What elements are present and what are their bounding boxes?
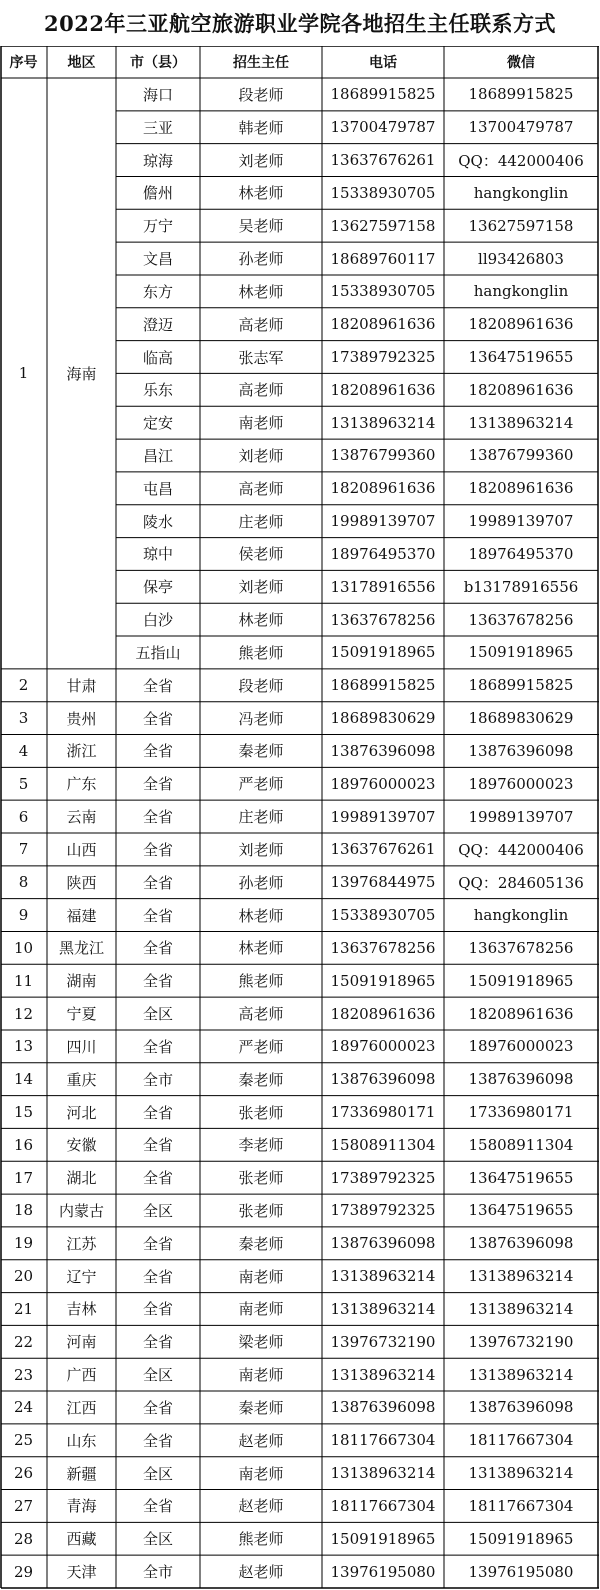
- row-region: 山西: [66, 840, 97, 859]
- director-cell: 侯老师: [238, 545, 284, 564]
- director-cell: 韩老师: [238, 118, 284, 137]
- row-region: 四川: [66, 1037, 97, 1056]
- city-cell: 全区: [142, 1530, 173, 1549]
- wechat-cell: ll93426803: [478, 249, 564, 268]
- director-cell: 冯老师: [238, 709, 284, 728]
- city-cell: 全市: [142, 1563, 173, 1582]
- director-cell: 孙老师: [238, 250, 284, 269]
- city-cell: 儋州: [142, 184, 173, 203]
- row-index: 6: [18, 807, 29, 826]
- wechat-cell: 13627597158: [468, 216, 574, 235]
- city-cell: 全省: [142, 1037, 173, 1056]
- wechat-cell: 15808911304: [468, 1135, 574, 1154]
- city-cell: 全省: [142, 1103, 173, 1122]
- row-index: 15: [13, 1103, 34, 1121]
- phone-cell: 13138963214: [330, 413, 436, 432]
- phone-cell: 15338930705: [330, 183, 436, 202]
- director-cell: 秦老师: [238, 1398, 284, 1417]
- phone-cell: 13876396098: [330, 741, 436, 760]
- director-cell: 赵老师: [238, 1497, 284, 1516]
- header-wechat: 微信: [507, 55, 535, 71]
- director-cell: 张老师: [238, 1169, 284, 1188]
- director-cell: 南老师: [238, 1464, 284, 1483]
- wechat-cell: b13178916556: [463, 577, 579, 596]
- director-cell: 庄老师: [238, 512, 284, 531]
- city-cell: 三亚: [142, 118, 173, 137]
- row-region: 内蒙古: [58, 1201, 104, 1220]
- city-cell: 全区: [142, 1366, 173, 1385]
- wechat-cell: 18689915825: [468, 676, 574, 695]
- city-cell: 全省: [142, 873, 173, 892]
- wechat-cell: 13138963214: [468, 1299, 574, 1318]
- city-cell: 乐东: [142, 381, 173, 400]
- phone-cell: 18117667304: [330, 1431, 436, 1450]
- row-index: 2: [18, 676, 29, 695]
- city-cell: 全省: [142, 840, 173, 859]
- wechat-cell: 13647519655: [468, 1168, 574, 1187]
- director-cell: 段老师: [238, 85, 284, 104]
- row-region: 福建: [66, 906, 97, 925]
- wechat-cell: 18208961636: [468, 1004, 574, 1023]
- wechat-cell: 13876396098: [468, 1234, 574, 1253]
- director-cell: 南老师: [238, 1366, 284, 1385]
- city-cell: 东方: [142, 282, 173, 301]
- wechat-cell: 13637678256: [468, 610, 574, 629]
- phone-cell: 18208961636: [330, 1004, 436, 1023]
- row-region: 山东: [66, 1431, 97, 1450]
- row-index: 18: [13, 1201, 34, 1220]
- director-cell: 段老师: [238, 676, 284, 695]
- director-cell: 林老师: [238, 282, 284, 301]
- row-region: 广西: [66, 1366, 97, 1385]
- wechat-cell: 18208961636: [468, 315, 574, 334]
- wechat-cell: 18689830629: [468, 709, 574, 728]
- phone-cell: 13637676261: [330, 840, 436, 859]
- director-cell: 南老师: [238, 1300, 284, 1319]
- city-cell: 全省: [142, 709, 173, 728]
- row-region: 吉林: [66, 1300, 97, 1319]
- wechat-cell: 13138963214: [468, 1365, 574, 1384]
- city-cell: 全省: [142, 742, 173, 761]
- wechat-cell: 18976000023: [468, 1037, 574, 1056]
- row-region: 重庆: [66, 1070, 97, 1089]
- phone-cell: 15338930705: [330, 282, 436, 301]
- wechat-cell: 13700479787: [468, 118, 574, 137]
- wechat-cell: 13876799360: [468, 446, 574, 465]
- director-cell: 高老师: [238, 479, 284, 498]
- row-index: 17: [13, 1168, 34, 1187]
- row-region: 江西: [66, 1398, 97, 1417]
- row-index: 13: [13, 1037, 34, 1056]
- row-index: 10: [13, 938, 34, 957]
- row-region: 陕西: [66, 873, 97, 892]
- header-index: 序号: [9, 55, 38, 71]
- phone-cell: 13138963214: [330, 1267, 436, 1286]
- city-cell: 保亭: [142, 578, 173, 597]
- city-cell: 昌江: [142, 446, 173, 465]
- phone-cell: 13627597158: [330, 216, 436, 235]
- city-cell: 全省: [142, 1431, 173, 1450]
- director-cell: 严老师: [238, 1037, 284, 1056]
- wechat-cell: 17336980171: [468, 1103, 574, 1121]
- row-index: 1: [18, 364, 29, 383]
- row-index: 26: [13, 1464, 34, 1483]
- director-cell: 刘老师: [238, 446, 284, 465]
- phone-cell: 18689915825: [330, 85, 436, 104]
- city-cell: 全省: [142, 808, 173, 827]
- director-cell: 秦老师: [238, 1070, 284, 1089]
- phone-cell: 19989139707: [330, 512, 436, 531]
- director-cell: 张老师: [238, 1201, 284, 1220]
- wechat-cell: 13976195080: [468, 1562, 574, 1581]
- city-cell: 全省: [142, 1300, 173, 1319]
- phone-cell: 19989139707: [330, 807, 436, 826]
- header-phone: 电话: [369, 55, 397, 71]
- director-cell: 庄老师: [238, 808, 284, 827]
- director-cell: 张志军: [238, 348, 284, 367]
- director-cell: 熊老师: [238, 1530, 284, 1549]
- row-index: 9: [18, 906, 29, 925]
- row-region: 甘肃: [66, 676, 97, 695]
- director-cell: 南老师: [238, 1267, 284, 1286]
- row-region: 宁夏: [66, 1005, 97, 1024]
- wechat-cell: 13647519655: [468, 1201, 574, 1220]
- row-index: 14: [13, 1070, 34, 1089]
- wechat-cell: 13876396098: [468, 1398, 574, 1417]
- wechat-cell: QQ：442000406: [458, 840, 584, 859]
- row-region: 青海: [66, 1497, 97, 1516]
- wechat-cell: hangkonglin: [473, 282, 569, 301]
- wechat-cell: 18976000023: [468, 774, 574, 793]
- city-cell: 屯昌: [142, 479, 173, 498]
- wechat-cell: 13138963214: [468, 1267, 574, 1286]
- wechat-cell: 13138963214: [468, 413, 574, 432]
- director-cell: 刘老师: [238, 151, 284, 170]
- row-index: 23: [13, 1365, 34, 1384]
- row-region: 浙江: [66, 742, 97, 761]
- wechat-cell: hangkonglin: [473, 906, 569, 925]
- phone-cell: 13637676261: [330, 151, 436, 170]
- wechat-cell: hangkonglin: [473, 183, 569, 202]
- phone-cell: 18976000023: [330, 1037, 436, 1056]
- row-region: 辽宁: [66, 1267, 97, 1286]
- city-cell: 全省: [142, 1267, 173, 1286]
- phone-cell: 13876799360: [330, 446, 436, 465]
- city-cell: 全区: [142, 1005, 173, 1024]
- row-region: 安徽: [66, 1136, 97, 1155]
- city-cell: 文昌: [142, 250, 173, 269]
- city-cell: 全省: [142, 1398, 173, 1417]
- row-region: 天津: [66, 1563, 97, 1582]
- contact-table: [0, 46, 600, 1590]
- director-cell: 严老师: [238, 775, 284, 794]
- phone-cell: 13976732190: [330, 1332, 436, 1351]
- phone-cell: 18208961636: [330, 479, 436, 498]
- city-cell: 全省: [142, 775, 173, 794]
- director-cell: 熊老师: [238, 972, 284, 991]
- city-cell: 全省: [142, 1169, 173, 1188]
- phone-cell: 13976844975: [330, 873, 436, 892]
- city-cell: 全省: [142, 1333, 173, 1352]
- director-cell: 高老师: [238, 381, 284, 400]
- wechat-cell: 13876396098: [468, 1070, 574, 1089]
- director-cell: 秦老师: [238, 742, 284, 761]
- phone-cell: 15338930705: [330, 906, 436, 925]
- director-cell: 李老师: [238, 1136, 284, 1155]
- wechat-cell: 13647519655: [468, 348, 574, 366]
- wechat-cell: 15091918965: [468, 971, 574, 990]
- wechat-cell: 15091918965: [468, 1529, 574, 1548]
- phone-cell: 13138963214: [330, 1365, 436, 1384]
- phone-cell: 18689760117: [330, 249, 436, 268]
- city-cell: 全省: [142, 1136, 173, 1155]
- row-index: 12: [13, 1004, 34, 1023]
- city-cell: 全市: [142, 1070, 173, 1089]
- director-cell: 林老师: [238, 611, 284, 630]
- row-index: 20: [13, 1267, 34, 1286]
- wechat-cell: 19989139707: [468, 807, 574, 826]
- director-cell: 吴老师: [238, 217, 284, 236]
- director-cell: 赵老师: [238, 1431, 284, 1450]
- wechat-cell: 18976495370: [468, 544, 574, 563]
- row-index: 25: [13, 1431, 34, 1450]
- header-city: 市（县）: [130, 55, 186, 71]
- wechat-cell: 18208961636: [468, 380, 574, 399]
- header-region: 地区: [67, 55, 96, 71]
- row-index: 28: [13, 1529, 34, 1548]
- city-cell: 澄迈: [142, 315, 173, 334]
- row-index: 5: [18, 774, 29, 793]
- row-index: 21: [13, 1299, 34, 1318]
- director-cell: 南老师: [238, 414, 284, 433]
- director-cell: 刘老师: [238, 840, 284, 859]
- city-cell: 全省: [142, 1234, 173, 1253]
- city-cell: 全省: [142, 972, 173, 991]
- header-director: 招生主任: [233, 55, 289, 71]
- wechat-cell: 13637678256: [468, 938, 574, 957]
- director-cell: 刘老师: [238, 578, 284, 597]
- phone-cell: 13138963214: [330, 1464, 436, 1483]
- director-cell: 高老师: [238, 315, 284, 334]
- phone-cell: 17389792325: [330, 348, 436, 366]
- city-cell: 五指山: [135, 643, 181, 662]
- phone-cell: 13876396098: [330, 1070, 436, 1089]
- phone-cell: 13876396098: [330, 1398, 436, 1417]
- wechat-cell: 18117667304: [468, 1496, 574, 1515]
- page-title: 2022年三亚航空旅游职业学院各地招生主任联系方式: [44, 11, 556, 36]
- city-cell: 临高: [142, 348, 173, 367]
- phone-cell: 13637678256: [330, 938, 436, 957]
- row-region: 海南: [66, 364, 97, 383]
- row-region: 湖北: [66, 1169, 97, 1188]
- phone-cell: 13876396098: [330, 1234, 436, 1253]
- city-cell: 万宁: [142, 217, 173, 236]
- row-index: 11: [13, 971, 34, 990]
- wechat-cell: 18117667304: [468, 1431, 574, 1450]
- wechat-cell: QQ：442000406: [458, 151, 584, 170]
- city-cell: 海口: [142, 85, 173, 104]
- row-index: 24: [13, 1398, 34, 1417]
- row-index: 27: [13, 1496, 34, 1515]
- city-cell: 全区: [142, 1201, 173, 1220]
- phone-cell: 15091918965: [330, 643, 436, 662]
- city-cell: 陵水: [142, 512, 173, 531]
- phone-cell: 13178916556: [330, 577, 436, 596]
- phone-cell: 18976495370: [330, 544, 436, 563]
- row-index: 8: [18, 873, 29, 892]
- director-cell: 高老师: [238, 1005, 284, 1024]
- director-cell: 孙老师: [238, 873, 284, 892]
- phone-cell: 13637678256: [330, 610, 436, 629]
- city-cell: 全省: [142, 676, 173, 695]
- row-index: 19: [13, 1234, 34, 1253]
- phone-cell: 18689830629: [330, 709, 436, 728]
- wechat-cell: QQ：284605136: [458, 873, 584, 892]
- phone-cell: 18208961636: [330, 315, 436, 334]
- row-region: 湖南: [66, 972, 97, 991]
- director-cell: 熊老师: [238, 643, 284, 662]
- row-index: 22: [13, 1332, 34, 1351]
- phone-cell: 18208961636: [330, 380, 436, 399]
- phone-cell: 18976000023: [330, 774, 436, 793]
- wechat-cell: 13138963214: [468, 1464, 574, 1483]
- phone-cell: 15808911304: [330, 1135, 436, 1154]
- row-region: 云南: [66, 808, 97, 827]
- wechat-cell: 18208961636: [468, 479, 574, 498]
- row-region: 黑龙江: [58, 939, 104, 958]
- row-region: 新疆: [66, 1464, 97, 1483]
- row-region: 河北: [66, 1103, 97, 1122]
- wechat-cell: 13876396098: [468, 741, 574, 760]
- row-index: 16: [13, 1135, 34, 1154]
- row-region: 江苏: [66, 1234, 97, 1253]
- director-cell: 梁老师: [238, 1333, 284, 1352]
- phone-cell: 15091918965: [330, 1529, 436, 1548]
- city-cell: 定安: [142, 414, 173, 433]
- phone-cell: 13976195080: [330, 1562, 436, 1581]
- city-cell: 琼海: [142, 151, 173, 170]
- city-cell: 白沙: [142, 611, 173, 630]
- wechat-cell: 19989139707: [468, 512, 574, 531]
- phone-cell: 13700479787: [330, 118, 436, 137]
- phone-cell: 18117667304: [330, 1496, 436, 1515]
- director-cell: 赵老师: [238, 1563, 284, 1582]
- phone-cell: 17336980171: [330, 1103, 436, 1121]
- row-index: 29: [13, 1562, 34, 1581]
- director-cell: 林老师: [238, 906, 284, 925]
- phone-cell: 17389792325: [330, 1201, 436, 1220]
- row-region: 西藏: [66, 1530, 97, 1549]
- director-cell: 林老师: [238, 184, 284, 203]
- director-cell: 张老师: [238, 1103, 284, 1122]
- phone-cell: 18689915825: [330, 676, 436, 695]
- wechat-cell: 18689915825: [468, 85, 574, 104]
- wechat-cell: 13976732190: [468, 1332, 574, 1351]
- city-cell: 全省: [142, 939, 173, 958]
- city-cell: 全区: [142, 1464, 173, 1483]
- phone-cell: 13138963214: [330, 1299, 436, 1318]
- row-index: 7: [18, 840, 29, 859]
- row-region: 河南: [66, 1333, 97, 1352]
- row-region: 贵州: [66, 709, 97, 728]
- phone-cell: 15091918965: [330, 971, 436, 990]
- city-cell: 琼中: [142, 545, 173, 564]
- row-region: 广东: [66, 775, 97, 794]
- city-cell: 全省: [142, 1497, 173, 1516]
- city-cell: 全省: [142, 906, 173, 925]
- phone-cell: 17389792325: [330, 1168, 436, 1187]
- director-cell: 林老师: [238, 939, 284, 958]
- row-index: 4: [18, 741, 29, 760]
- director-cell: 秦老师: [238, 1234, 284, 1253]
- wechat-cell: 15091918965: [468, 643, 574, 662]
- row-index: 3: [18, 709, 29, 728]
